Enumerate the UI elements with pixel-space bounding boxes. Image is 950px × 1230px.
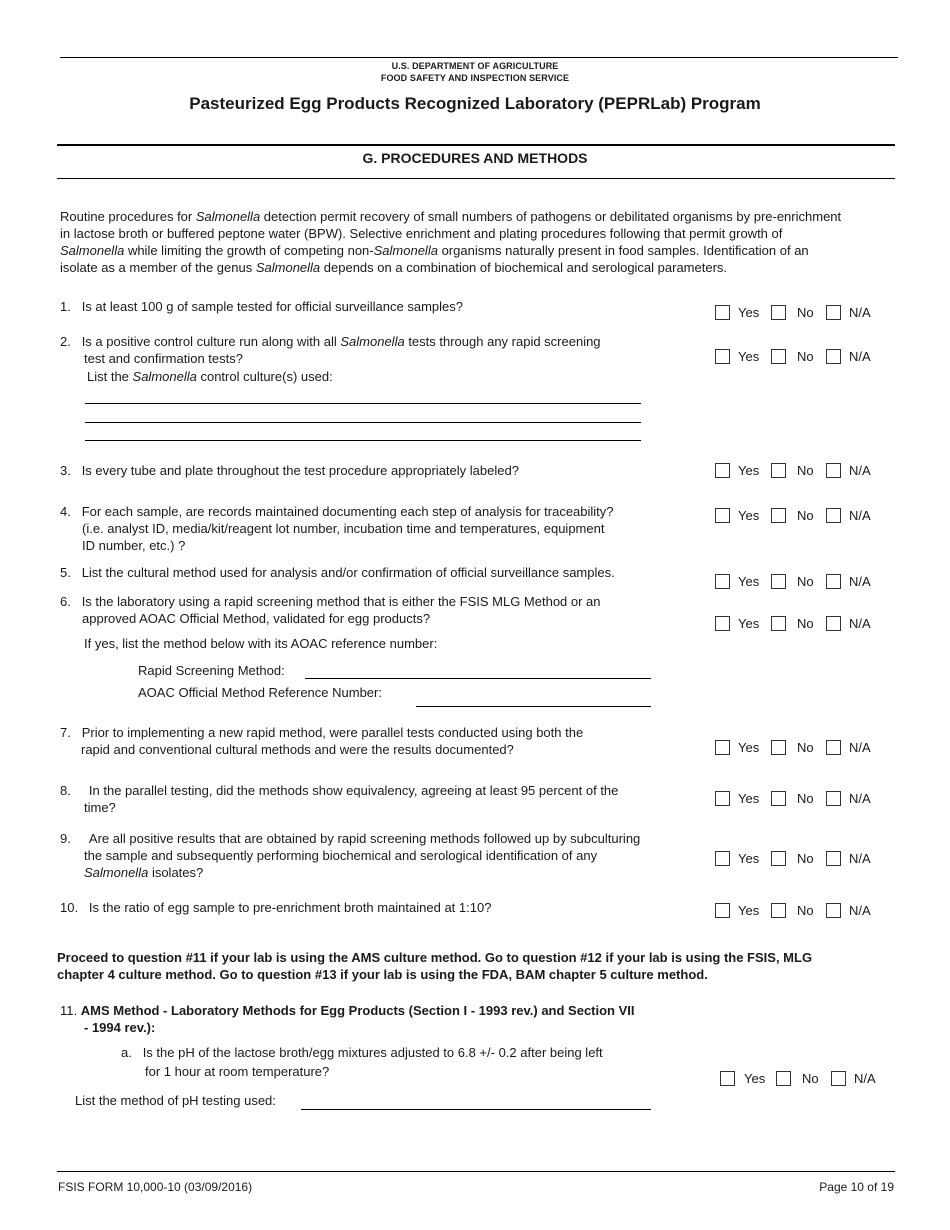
q1-na-checkbox[interactable] [826,305,841,320]
yes-label: Yes [744,1071,766,1086]
question-9: 9. Are all positive results that are obtained by rapid screening methods followed up by subculturing the sample and subsequently performing biochemical and serological identification of any Salmonella isolates? [60,831,641,880]
question-11a: a. Is the pH of the lactose broth/egg mixtures adjusted to 6.8 +/- 0.2 after being left for 1 hour at room temperature? [121,1045,603,1079]
na-label: N/A [849,349,871,364]
ph-testing-method-label: List the method of pH testing used: [75,1093,276,1108]
no-label: No [797,574,814,589]
yes-label: Yes [738,903,760,918]
na-label: N/A [849,305,871,320]
q4-yes-checkbox[interactable] [715,508,730,523]
q3-na-checkbox[interactable] [826,463,841,478]
yes-label: Yes [738,616,760,631]
question-7: 7. Prior to implementing a new rapid method, were parallel tests conducted using both the rapid and conventional cultural methods and were the results documented? [60,725,584,757]
na-label: N/A [849,791,871,806]
q9-na-checkbox[interactable] [826,851,841,866]
q2-answer-group [715,349,895,369]
na-label: N/A [849,740,871,755]
yes-label: Yes [738,851,760,866]
na-label: N/A [849,903,871,918]
q4-no-checkbox[interactable] [771,508,786,523]
q3-answer-group [715,463,895,483]
na-label: N/A [849,574,871,589]
yes-label: Yes [738,508,760,523]
q4-na-checkbox[interactable] [826,508,841,523]
question-5: 5. List the cultural method used for analysis and/or confirmation of official surveillance samples. [60,565,615,580]
q8-answer-group [715,791,895,811]
q2-control-culture-line-3[interactable] [85,440,641,441]
q9-answer-group [715,851,895,871]
q8-no-checkbox[interactable] [771,791,786,806]
na-label: N/A [849,508,871,523]
q11a-yes-checkbox[interactable] [720,1071,735,1086]
na-label: N/A [854,1071,876,1086]
q7-na-checkbox[interactable] [826,740,841,755]
q11a-answer-group [720,1071,900,1091]
intro-paragraph: Routine procedures for Salmonella detection permit recovery of small numbers of pathogens or debilitated organisms by pre-enrichment in lactose broth or buffered peptone water (BPW). Selective enrichment and plating procedures following that permit growth of Salmonella while limiting the growth of competing non-Salmonella organisms naturally present in food samples. Identification of an isolate as a member of the genus Salmonella depends on a combination of biochemical and serological parameters. [60,209,842,275]
q6-yes-checkbox[interactable] [715,616,730,631]
yes-label: Yes [738,574,760,589]
na-label: N/A [849,851,871,866]
page-title: Pasteurized Egg Products Recognized Laboratory (PEPRLab) Program [189,94,761,113]
no-label: No [797,463,814,478]
yes-label: Yes [738,740,760,755]
q3-no-checkbox[interactable] [771,463,786,478]
q7-yes-checkbox[interactable] [715,740,730,755]
q11a-no-checkbox[interactable] [776,1071,791,1086]
q7-no-checkbox[interactable] [771,740,786,755]
question-6: 6. Is the laboratory using a rapid screening method that is either the FSIS MLG Method or an approved AOAC Official Method, validated for egg products? If yes, list the method below with its AOAC reference number: [60,594,601,651]
q1-answer-group [715,305,895,325]
yes-label: Yes [738,463,760,478]
ph-testing-method-field[interactable] [301,1109,651,1110]
q8-na-checkbox[interactable] [826,791,841,806]
aoac-reference-number-label: AOAC Official Method Reference Number: [138,685,382,700]
question-2: 2. Is a positive control culture run along with all Salmonella tests through any rapid screening test and confirmation tests? List the Salmonella control culture(s) used: [60,334,601,384]
service-name: FOOD SAFETY AND INSPECTION SERVICE [380,73,570,83]
q7-answer-group [715,740,895,760]
question-1: 1. Is at least 100 g of sample tested for official surveillance samples? [60,299,463,314]
q2-no-checkbox[interactable] [771,349,786,364]
question-8: 8. In the parallel testing, did the methods show equivalency, agreeing at least 95 percent of the time? [60,783,619,815]
q2-control-culture-line-1[interactable] [85,403,641,404]
footer-rule [57,1171,895,1172]
no-label: No [797,740,814,755]
q5-na-checkbox[interactable] [826,574,841,589]
no-label: No [797,791,814,806]
no-label: No [797,851,814,866]
rapid-screening-method-field[interactable] [305,678,651,679]
question-11: 11. AMS Method - Laboratory Methods for Egg Products (Section I - 1993 rev.) and Section VII - 1994 rev.): [60,1003,635,1035]
q10-answer-group [715,903,895,923]
q2-na-checkbox[interactable] [826,349,841,364]
no-label: No [797,616,814,631]
form-number: FSIS FORM 10,000-10 (03/09/2016) [58,1180,253,1194]
q1-yes-checkbox[interactable] [715,305,730,320]
yes-label: Yes [738,305,760,320]
q2-yes-checkbox[interactable] [715,349,730,364]
section-title: G. PROCEDURES AND METHODS [362,150,588,166]
q10-na-checkbox[interactable] [826,903,841,918]
q9-no-checkbox[interactable] [771,851,786,866]
na-label: N/A [849,616,871,631]
no-label: No [797,903,814,918]
no-label: No [797,305,814,320]
q5-no-checkbox[interactable] [771,574,786,589]
q8-yes-checkbox[interactable] [715,791,730,806]
q10-yes-checkbox[interactable] [715,903,730,918]
question-3: 3. Is every tube and plate throughout the test procedure appropriately labeled? [60,463,519,478]
q5-answer-group [715,574,895,594]
section-bottom-rule [57,178,895,179]
no-label: No [797,349,814,364]
q5-yes-checkbox[interactable] [715,574,730,589]
no-label: No [802,1071,819,1086]
q6-answer-group [715,616,895,636]
rapid-screening-method-label: Rapid Screening Method: [138,663,285,678]
q2-control-culture-line-2[interactable] [85,422,641,423]
yes-label: Yes [738,791,760,806]
page-number: Page 10 of 19 [819,1180,894,1194]
question-4: 4. For each sample, are records maintained documenting each step of analysis for traceability? (i.e. analyst ID, media/kit/reagent lot number, incubation time and temperatures, equipment ID number, etc.) ? [60,504,614,553]
method-routing-instructions: Proceed to question #11 if your lab is using the AMS culture method. Go to question #12 if your lab is using the FSIS, MLG chapter 4 culture method. Go to question #13 if your lab is using the FDA, BAM chapter 5 culture method. [57,950,813,982]
no-label: No [797,508,814,523]
header-top-rule [60,57,898,58]
na-label: N/A [849,463,871,478]
q11a-na-checkbox[interactable] [831,1071,846,1086]
q9-yes-checkbox[interactable] [715,851,730,866]
section-top-rule [57,144,895,146]
q3-yes-checkbox[interactable] [715,463,730,478]
department-name: U.S. DEPARTMENT OF AGRICULTURE [391,61,559,71]
q6-na-checkbox[interactable] [826,616,841,631]
q6-no-checkbox[interactable] [771,616,786,631]
q4-answer-group [715,508,895,528]
q10-no-checkbox[interactable] [771,903,786,918]
question-10: 10. Is the ratio of egg sample to pre-enrichment broth maintained at 1:10? [60,900,492,915]
q1-no-checkbox[interactable] [771,305,786,320]
aoac-reference-number-field[interactable] [416,706,651,707]
yes-label: Yes [738,349,760,364]
